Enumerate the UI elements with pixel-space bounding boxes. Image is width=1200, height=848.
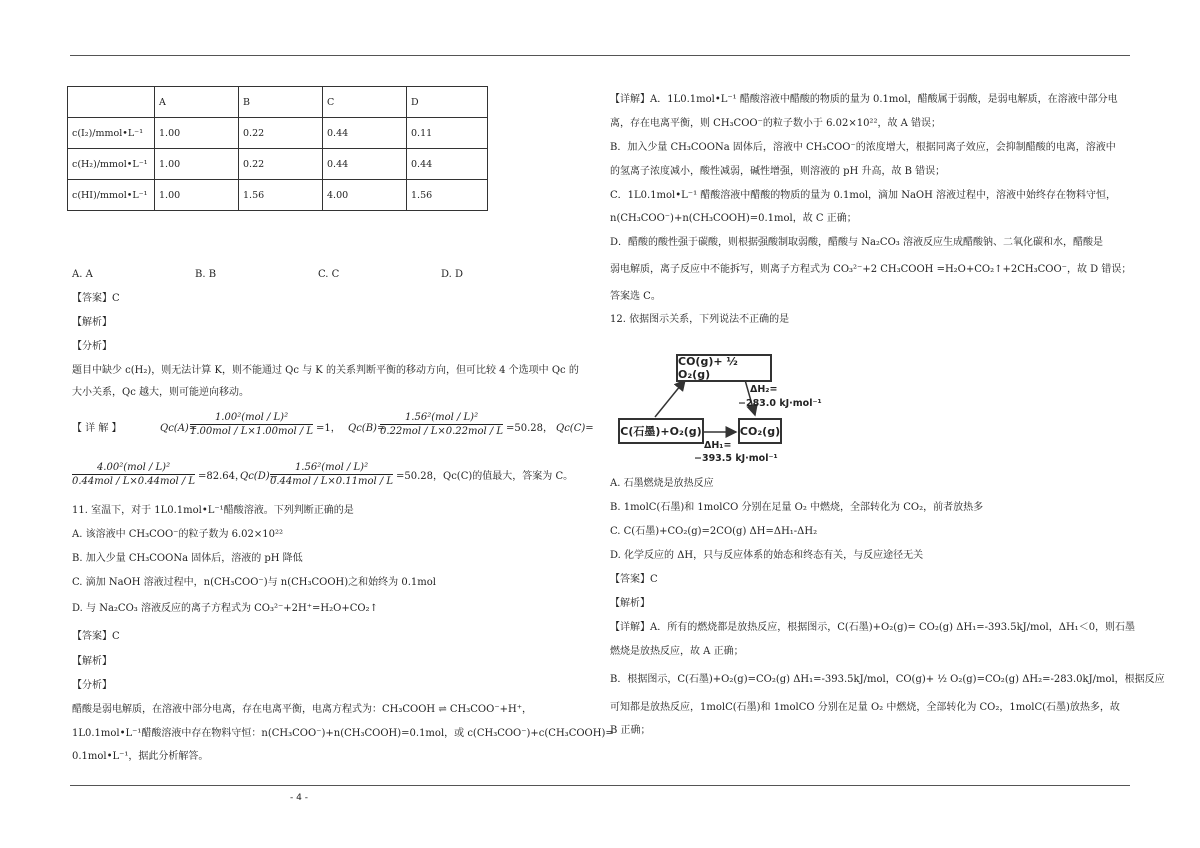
delta-h2-label: ΔH₂= <box>750 384 778 395</box>
q10-analysis-line: 大小关系，Qc 越大，则可能逆向移动。 <box>72 387 249 398</box>
table-cell: 1.56 <box>239 180 323 211</box>
table-row <box>68 149 488 180</box>
table-header-cell <box>68 87 155 118</box>
qc-c-numerator: 4.00²(mol / L)² <box>72 462 195 475</box>
header-rule <box>70 55 1130 56</box>
q12-option-b: B. 1molC(石墨)和 1molCO 分别在足量 O₂ 中燃烧，全部转化为 CO₂，前者放热多 <box>610 502 984 513</box>
qc-c-fraction <box>72 462 195 487</box>
q12-answer: 【答案】C <box>610 574 658 585</box>
table-cell: c(H₂)/mmol•L⁻¹ <box>68 149 155 180</box>
q11-analysis-line: 醋酸是弱电解质，在溶液中部分电离，存在电离平衡，电离方程式为：CH₃COOH ⇌ CH₃COO⁻+H⁺， <box>72 704 532 715</box>
qc-a-fraction <box>190 412 313 437</box>
q12-detail-line: B 正确； <box>610 725 651 736</box>
q11-analysis-line: 1L0.1mol•L⁻¹醋酸溶液中存在物料守恒：n(CH₃COO⁻)+n(CH₃COOH)=0.1mol，或 c(CH₃COO⁻)+c(CH₃COOH)= <box>72 728 614 739</box>
table-cell: 4.00 <box>323 180 407 211</box>
table-cell: c(HI)/mmol•L⁻¹ <box>68 180 155 211</box>
q11-detail-line: D．醋酸的酸性强于碳酸，则根据强酸制取弱酸，醋酸与 Na₂CO₃ 溶液反应生成醋酸钠、二氧化碳和水，醋酸是 <box>610 237 1103 248</box>
q11-detail-line: 的氢离子浓度减小，酸性减弱，碱性增强，则溶液的 pH 升高，故 B 错误； <box>610 166 946 177</box>
qc-b-label: Qc(B)= <box>348 423 386 434</box>
qc-c-result: =82.64， <box>198 471 246 482</box>
q12-stem: 12. 依据图示关系，下列说法不正确的是 <box>610 314 790 325</box>
qc-b-result: =50.28， <box>506 423 554 434</box>
table-cell: 1.00 <box>155 149 239 180</box>
q12-option-a: A. 石墨燃烧是放热反应 <box>610 478 714 489</box>
table-cell: 1.00 <box>155 180 239 211</box>
q10-fenxi-heading: 【分析】 <box>72 341 112 352</box>
q11-option-b: B. 加入少量 CH₃COONa 固体后，溶液的 pH 降低 <box>72 553 303 564</box>
qc-b-denominator: 0.22mol / L×0.22mol / L <box>380 426 504 437</box>
q11-option-a: A. 该溶液中 CH₃COO⁻的粒子数为 6.02×10²² <box>72 529 284 540</box>
q11-detail-line: 弱电解质，离子反应中不能拆写，则离子方程式为 CO₃²⁻+2 CH₃COOH =H₂O+CO₂↑+2CH₃COO⁻，故 D 错误； <box>610 264 1132 275</box>
qc-c-denominator: 0.44mol / L×0.44mol / L <box>72 476 196 487</box>
q11-detail-line: 答案选 C。 <box>610 291 661 302</box>
qc-a-label: Qc(A)= <box>160 423 198 434</box>
q12-option-c: C. C(石墨)+CO₂(g)=2CO(g) ΔH=ΔH₁-ΔH₂ <box>610 526 818 537</box>
q11-detail-line: 【详解】A．1L0.1mol•L⁻¹ 醋酸溶液中醋酸的物质的量为 0.1mol，醋酸属于弱酸，是弱电解质，在溶液中部分电 <box>610 94 1118 105</box>
table-header-cell: B <box>239 87 323 118</box>
q12-detail-line: 燃烧是放热反应，故 A 正确； <box>610 646 744 657</box>
table-header-cell: A <box>155 87 239 118</box>
qc-d-fraction <box>270 462 393 487</box>
table-row <box>68 180 488 211</box>
qc-a-numerator: 1.00²(mol / L)² <box>190 412 313 425</box>
table-cell: 0.44 <box>323 118 407 149</box>
footer-rule <box>70 785 1130 786</box>
arrow-graphite-to-co <box>655 380 685 417</box>
q11-detail-line: n(CH₃COO⁻)+n(CH₃COOH)=0.1mol，故 C 正确； <box>610 213 857 224</box>
table-header-row <box>68 87 488 118</box>
table-cell: 0.44 <box>407 149 488 180</box>
table-cell: c(I₂)/mmol•L⁻¹ <box>68 118 155 149</box>
page-number: - 4 - <box>290 793 308 803</box>
concentration-table <box>67 86 488 211</box>
q12-detail-line: 可知都是放热反应，1molC(石墨)和 1molCO 分别在足量 O₂ 中燃烧，全部转化为 CO₂，1molC(石墨)放热多，故 <box>610 702 1120 713</box>
delta-h2-value: −283.0 kJ·mol⁻¹ <box>738 398 822 409</box>
box-graphite-o2: C(石墨)+O₂(g) <box>618 418 704 444</box>
qc-b-fraction <box>380 412 503 437</box>
q10-detail-heading: 【 详 解 】 <box>72 423 122 434</box>
box-co2: CO₂(g) <box>738 418 782 444</box>
q11-detail-line: B．加入少量 CH₃COONa 固体后，溶液中 CH₃COO⁻的浓度增大，根据同离子效应，会抑制醋酸的电离，溶液中 <box>610 142 1116 153</box>
qc-a-result: =1， <box>316 423 341 434</box>
q11-answer: 【答案】C <box>72 631 120 642</box>
q10-option-b: B. B <box>195 269 217 280</box>
table-header-cell: D <box>407 87 488 118</box>
table-cell: 0.44 <box>323 149 407 180</box>
table-row <box>68 118 488 149</box>
qc-a-denominator: 1.00mol / L×1.00mol / L <box>190 426 314 437</box>
q11-fenxi-heading: 【分析】 <box>72 680 112 691</box>
q10-jiexi-heading: 【解析】 <box>72 317 112 328</box>
q12-detail-line: B．根据图示，C(石墨)+O₂(g)=CO₂(g) ΔH₁=-393.5kJ/mol，CO(g)+ ½ O₂(g)=CO₂(g) ΔH₂=-283.0kJ/mol，根据反应 <box>610 674 1165 685</box>
q11-detail-line: 离，存在电离平衡，则 CH₃COO⁻的粒子数小于 6.02×10²²，故 A 错误； <box>610 118 942 129</box>
table-cell: 1.00 <box>155 118 239 149</box>
qc-d-numerator: 1.56²(mol / L)² <box>270 462 393 475</box>
table-header-cell: C <box>323 87 407 118</box>
qc-b-numerator: 1.56²(mol / L)² <box>380 412 503 425</box>
q10-option-d: D. D <box>441 269 464 280</box>
q10-option-a: A. A <box>72 269 93 280</box>
q12-detail-line: 【详解】A．所有的燃烧都是放热反应，根据图示，C(石墨)+O₂(g)= CO₂(g) ΔH₁=-393.5kJ/mol，ΔH₁＜0，则石墨 <box>610 622 1136 633</box>
q10-option-c: C. C <box>318 269 340 280</box>
qc-d-denominator: 0.44mol / L×0.11mol / L <box>270 476 394 487</box>
q10-answer: 【答案】C <box>72 293 120 304</box>
q12-option-d: D. 化学反应的 ΔH，只与反应体系的始态和终态有关，与反应途径无关 <box>610 550 924 561</box>
table-cell: 0.22 <box>239 118 323 149</box>
delta-h1-value: −393.5 kJ·mol⁻¹ <box>694 453 778 464</box>
q10-analysis-line: 题目中缺少 c(H₂)，则无法计算 K，则不能通过 Qc 与 K 的关系判断平衡的移动方向，但可比较 4 个选项中 Qc 的 <box>72 365 579 376</box>
table-cell: 0.22 <box>239 149 323 180</box>
q11-analysis-line: 0.1mol•L⁻¹，据此分析解答。 <box>72 751 209 762</box>
enthalpy-diagram <box>610 340 840 470</box>
q11-stem: 11. 室温下，对于 1L0.1mol•L⁻¹醋酸溶液。下列判断正确的是 <box>72 505 354 516</box>
q12-jiexi-heading: 【解析】 <box>610 598 650 609</box>
q11-jiexi-heading: 【解析】 <box>72 656 112 667</box>
delta-h1-label: ΔH₁= <box>704 440 732 451</box>
table-cell: 1.56 <box>407 180 488 211</box>
q11-option-c: C. 滴加 NaOH 溶液过程中，n(CH₃COO⁻)与 n(CH₃COOH)之和始终为 0.1mol <box>72 577 436 588</box>
table-cell: 0.11 <box>407 118 488 149</box>
qc-d-result: =50.28，Qc(C)的值最大，答案为 C。 <box>396 471 574 482</box>
qc-c-label: Qc(C)= <box>556 423 594 434</box>
q11-option-d: D. 与 Na₂CO₃ 溶液反应的离子方程式为 CO₃²⁻+2H⁺=H₂O+CO₂↑ <box>72 603 378 614</box>
box-co-half-o2: CO(g)+ ½ O₂(g) <box>676 354 772 382</box>
qc-d-label: Qc(D)= <box>240 471 278 482</box>
q11-detail-line: C．1L0.1mol•L⁻¹ 醋酸溶液中醋酸的物质的量为 0.1mol，滴加 NaOH 溶液过程中，溶液中始终存在物料守恒， <box>610 190 1117 201</box>
